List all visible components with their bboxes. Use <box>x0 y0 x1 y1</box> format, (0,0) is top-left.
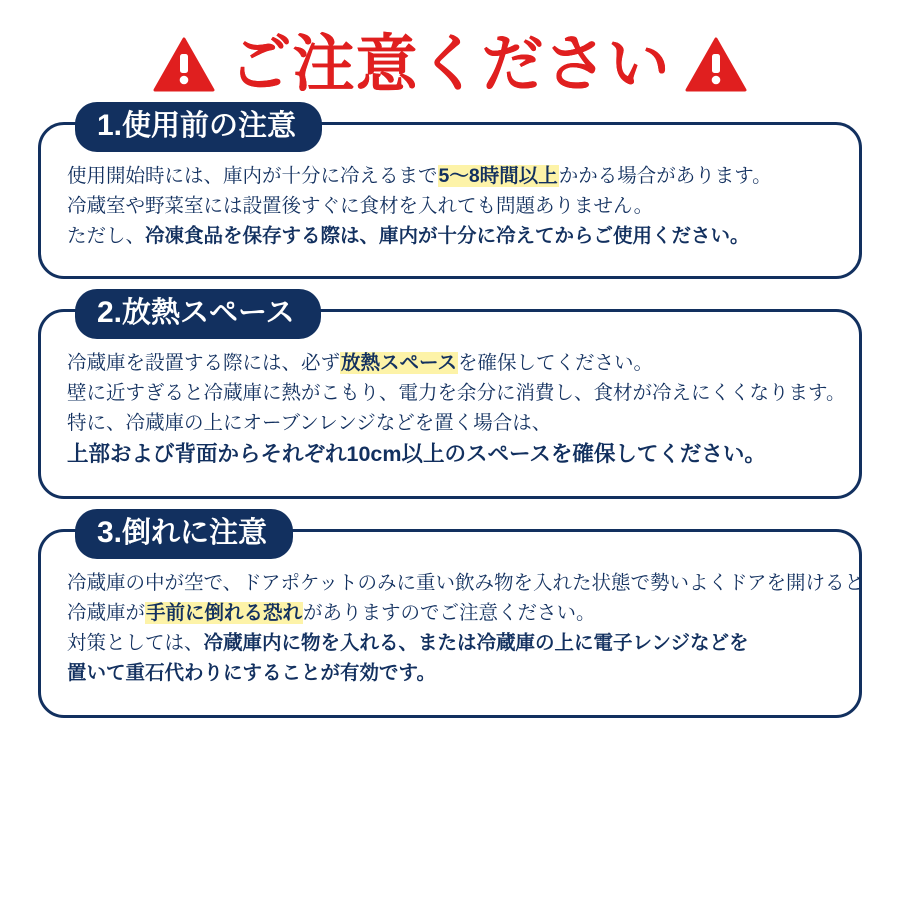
notice-line <box>67 191 833 221</box>
bold-text: 置いて重石代わりにすることが有効です。 <box>67 662 436 685</box>
notice-card-3-body <box>67 568 864 689</box>
text-run: 壁に近すぎると冷蔵庫に熱がこもり、電力を余分に消費し、食材が冷えにくくなります。 <box>67 381 846 404</box>
notice-line <box>67 598 833 628</box>
notice-card-1-body <box>67 161 833 252</box>
notice-card-1-label: 使用前の注意 <box>122 110 297 142</box>
highlighted-text: 放熱スペース <box>341 351 458 374</box>
notice-card-2-label: 放熱スペース <box>122 296 295 329</box>
notice-card-2-badge <box>75 289 321 339</box>
notice-line <box>67 408 833 438</box>
text-run: 冷蔵庫を設置する際には、必ず <box>67 351 341 374</box>
notice-line <box>67 161 833 191</box>
text-run: がありますのでご注意ください。 <box>303 601 596 624</box>
text-run: 冷蔵室や野菜室には設置後すぐに食材を入れても問題ありません。 <box>67 195 654 218</box>
notice-line <box>67 378 846 408</box>
page-title: ご注意ください <box>229 30 671 99</box>
notice-card-1 <box>38 109 862 279</box>
text-run: 対策としては、 <box>67 632 204 655</box>
text-run: 冷蔵庫の中が空で、ドアポケットのみに重い飲み物を入れた状態で勢いよくドアを開けると <box>67 571 864 594</box>
notice-card-3 <box>38 515 864 718</box>
text-run: かかる場合があります。 <box>558 165 772 187</box>
notice-line <box>67 568 864 598</box>
notice-line <box>67 658 833 688</box>
highlighted-text: 5〜8時間以上 <box>438 165 558 187</box>
notice-line <box>67 348 833 378</box>
notice-card-1-number: 1. <box>97 109 123 142</box>
text-run: ただし、 <box>67 225 146 248</box>
warning-triangle-icon <box>685 37 747 93</box>
notice-card-3-badge <box>75 509 293 559</box>
notice-card-2 <box>38 295 862 499</box>
notice-card-1-badge <box>75 102 322 152</box>
notice-card-2-number: 2. <box>97 295 123 329</box>
text-run: 使用開始時には、庫内が十分に冷えるまで <box>67 165 438 187</box>
notice-line <box>67 438 833 471</box>
warning-triangle-icon <box>153 37 215 93</box>
text-run: 冷蔵庫が <box>67 601 146 624</box>
notice-card-3-number: 3. <box>97 515 123 549</box>
notice-line <box>67 628 833 658</box>
emphasis-text: 上部および背面からそれぞれ10cm以上のスペースを確保してください。 <box>67 442 766 467</box>
highlighted-text: 手前に倒れる恐れ <box>146 601 303 624</box>
bold-text: 冷蔵庫内に物を入れる、または冷蔵庫の上に電子レンジなどを <box>203 632 749 655</box>
text-run: を確保してください。 <box>458 351 654 374</box>
text-run: 特に、冷蔵庫の上にオーブンレンジなどを置く場合は、 <box>67 412 552 435</box>
notice-line <box>67 221 833 251</box>
notice-card-2-body <box>67 348 846 472</box>
page-header <box>30 30 870 99</box>
bold-text: 冷凍食品を保存する際は、庫内が十分に冷えてからご使用ください。 <box>145 225 750 248</box>
notice-card-3-label: 倒れに注意 <box>122 516 268 549</box>
